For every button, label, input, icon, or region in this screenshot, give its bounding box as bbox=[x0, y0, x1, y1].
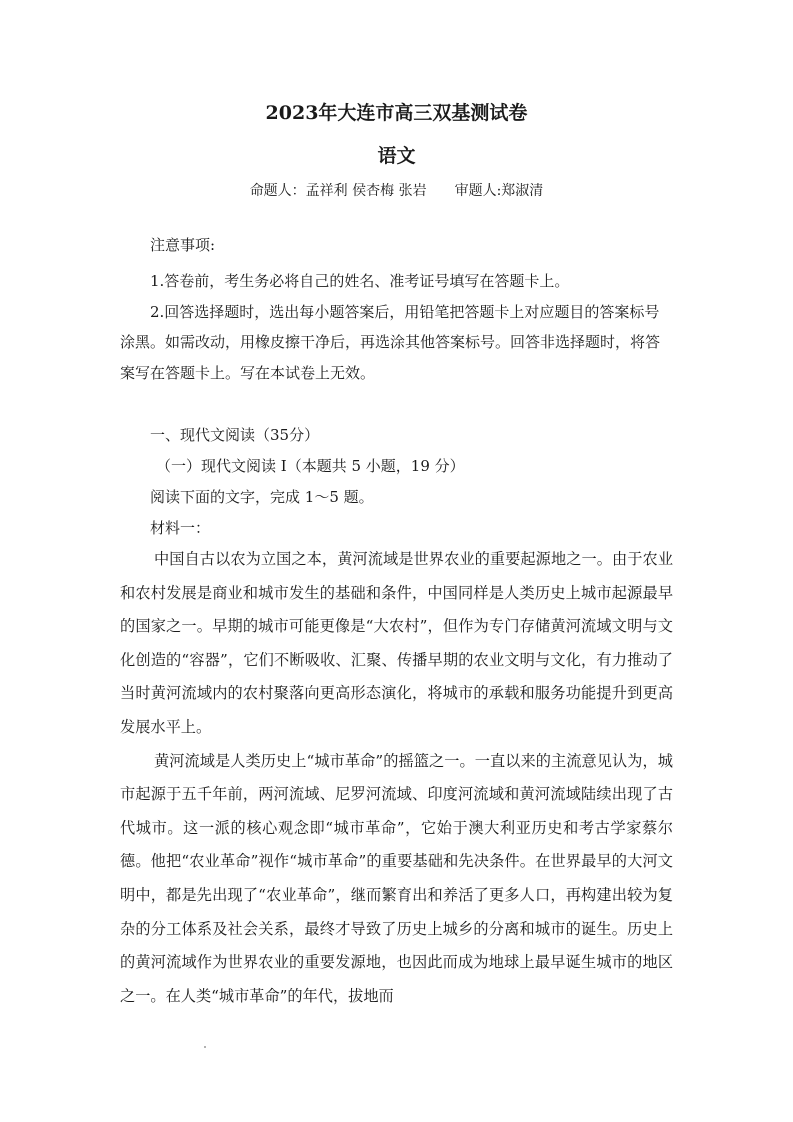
subject-title: 语文 bbox=[377, 145, 416, 167]
notice-heading: 注意事项: bbox=[150, 236, 216, 254]
instruction-text: 阅读下面的文字，完成 1～5 题。 bbox=[150, 488, 374, 506]
footer-dot bbox=[204, 1046, 206, 1048]
section-header bbox=[120, 420, 673, 544]
setters-text: 命题人：孟祥利 侯杏梅 张岩 bbox=[249, 183, 427, 199]
exam-title: 2023年大连市高三双基测试卷 bbox=[265, 102, 528, 124]
part-title: 一、现代文阅读（35分） bbox=[150, 426, 320, 444]
reviewer-text: 审题人:郑淑清 bbox=[454, 183, 544, 199]
notice-items bbox=[120, 266, 673, 388]
authors-line bbox=[0, 180, 793, 202]
passage-paragraph-2: 黄河流域是人类历史上“城市革命”的摇篮之一。一直以来的主流意见认为，城市起源于五千年前，两河流域、尼罗河流域、印度河流域和黄河流域陆续出现了古代城市。这一派的核心观念即“城市革命”，它始于澳大利亚历史和考古学家蔡尔德。他把“农业革命”视作“城市革命”的重要基础和先决条件。在世界最早的大河文明中，都是先出现了“农业革命”，继而繁育出和养活了更多人口，再构建出较为复杂的分工体系及社会关系，最终才导致了历史上城乡的分离和城市的诞生。历史上的黄河流域作为世界农业的重要发源地，也因此而成为地球上最早诞生城市的地区之一。在人类“城市革命”的年代，拔地而 bbox=[120, 751, 673, 1005]
sub-title: （一）现代文阅读 I（本题共 5 小题，19 分） bbox=[156, 457, 465, 475]
notice-item-2: 2.回答选择题时，选出每小题答案后，用铅笔把答题卡上对应题目的答案标号涂黑。如需改动，用橡皮擦干净后，再选涂其他答案标号。回答非选择题时，将答案写在答题卡上。写在本试卷上无效。 bbox=[120, 302, 661, 382]
material-label: 材料一： bbox=[150, 519, 211, 537]
notice-heading-block bbox=[120, 230, 673, 261]
notice-item-1: 1.答卷前，考生务必将自己的姓名、准考证号填写在答题卡上。 bbox=[150, 272, 570, 290]
passage-paragraph-1: 中国自古以农为立国之本，黄河流域是世界农业的重要起源地之一。由于农业和农村发展是商业和城市发生的基础和条件，中国同样是人类历史上城市起源最早的国家之一。早期的城市可能更像是“大农村”，但作为专门存储黄河流域文明与文化创造的“容器”，它们不断吸收、汇聚、传播早期的农业文明与文化，有力推动了当时黄河流域内的农村聚落向更高形态演化，将城市的承载和服务功能提升到更高发展水平上。 bbox=[120, 550, 673, 736]
passage bbox=[120, 543, 673, 1013]
